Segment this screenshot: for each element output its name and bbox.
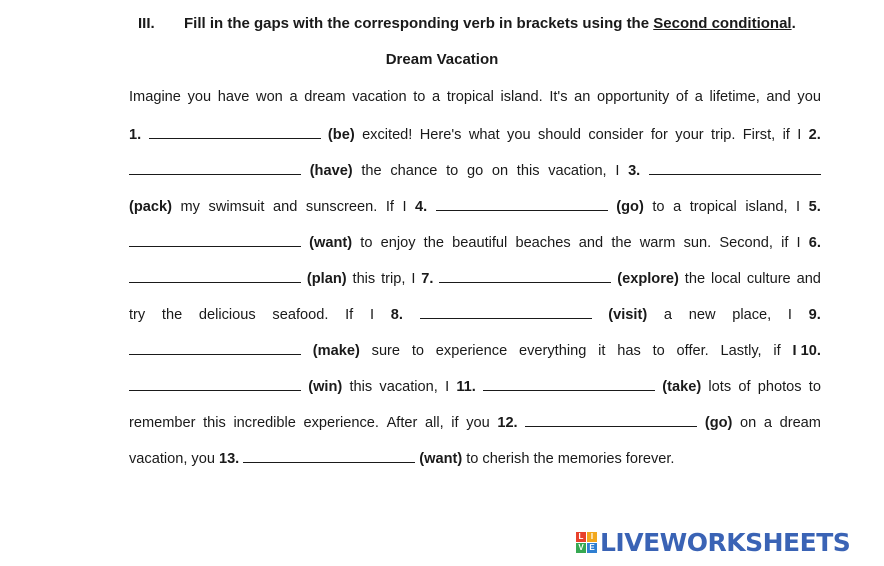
word: Second, bbox=[719, 235, 773, 251]
word: offer. bbox=[676, 343, 709, 359]
word: you bbox=[466, 415, 490, 431]
verb-hint: (win) bbox=[308, 379, 343, 395]
word: a bbox=[673, 199, 682, 215]
word: I bbox=[796, 199, 801, 215]
verb-hint: (go) bbox=[704, 415, 733, 431]
word: should bbox=[537, 127, 581, 143]
word: culture bbox=[746, 271, 791, 287]
word: Lastly, bbox=[720, 343, 762, 359]
verb-hint: (take) bbox=[662, 379, 702, 395]
word: trip. bbox=[711, 127, 736, 143]
answer-blank[interactable] bbox=[129, 376, 301, 391]
word: to bbox=[360, 235, 373, 251]
word: place, bbox=[732, 307, 772, 323]
logo-tile: V bbox=[576, 543, 586, 553]
logo-tile: L bbox=[576, 532, 586, 542]
word: a bbox=[432, 89, 441, 105]
word: tropical bbox=[689, 199, 737, 215]
word: and bbox=[578, 235, 604, 251]
text-line bbox=[129, 89, 821, 109]
answer-blank[interactable] bbox=[149, 124, 321, 139]
exercise-heading bbox=[138, 15, 838, 32]
word: experience. bbox=[303, 415, 379, 431]
word: new bbox=[688, 307, 716, 323]
word: to bbox=[446, 163, 459, 179]
word: I bbox=[411, 271, 416, 287]
word: your bbox=[675, 127, 704, 143]
word: to bbox=[652, 199, 665, 215]
verb-hint: (be) bbox=[327, 127, 355, 143]
word: lots bbox=[708, 379, 732, 395]
verb-hint: (go) bbox=[616, 199, 644, 215]
word: I bbox=[787, 307, 792, 323]
gap-number: 5. bbox=[808, 199, 821, 215]
word: island, bbox=[745, 199, 788, 215]
answer-blank[interactable] bbox=[483, 376, 655, 391]
word: if bbox=[781, 235, 789, 251]
gap-number: 1. bbox=[129, 127, 142, 143]
verb-hint: (have) bbox=[309, 163, 353, 179]
word: I bbox=[615, 163, 620, 179]
gap-number: 8. bbox=[390, 307, 403, 323]
answer-blank[interactable] bbox=[129, 160, 301, 175]
answer-blank[interactable] bbox=[243, 448, 415, 463]
word: to bbox=[413, 89, 426, 105]
word: delicious bbox=[198, 307, 256, 323]
word: for bbox=[650, 127, 668, 143]
word: to bbox=[808, 379, 821, 395]
answer-blank[interactable] bbox=[525, 412, 697, 427]
word: this bbox=[203, 415, 226, 431]
word: local bbox=[710, 271, 741, 287]
verb-hint: (want) bbox=[419, 451, 463, 467]
answer-blank[interactable] bbox=[436, 196, 608, 211]
verb-hint: (make) bbox=[312, 343, 360, 359]
word: the bbox=[161, 307, 183, 323]
word: everything bbox=[519, 343, 587, 359]
liveworksheets-logo bbox=[576, 527, 850, 557]
instruction-text: Fill in the gaps with the corresponding verb in brackets using the bbox=[184, 15, 650, 32]
text-line bbox=[129, 160, 821, 180]
word: beaches bbox=[515, 235, 571, 251]
gap-number: I 10. bbox=[792, 343, 821, 359]
word: I bbox=[369, 307, 374, 323]
gap-number: 3. bbox=[628, 163, 641, 179]
word: incredible bbox=[233, 415, 296, 431]
gap-number: 11. bbox=[456, 379, 476, 395]
answer-blank[interactable] bbox=[439, 268, 611, 283]
word: consider bbox=[588, 127, 644, 143]
word: beautiful bbox=[452, 235, 508, 251]
word: the bbox=[361, 163, 382, 179]
word: First, bbox=[742, 127, 776, 143]
word: you bbox=[507, 127, 531, 143]
instruction-emphasis: Second conditional bbox=[653, 15, 792, 32]
text-line bbox=[129, 340, 821, 360]
word: you bbox=[187, 89, 212, 105]
logo-tile: I bbox=[587, 532, 597, 542]
word: lifetime, bbox=[709, 89, 760, 105]
word: the bbox=[533, 451, 554, 467]
text-line bbox=[129, 232, 821, 252]
word: to bbox=[466, 451, 479, 467]
word: if bbox=[773, 343, 781, 359]
text-line bbox=[129, 448, 821, 468]
word: enjoy bbox=[380, 235, 416, 251]
gap-number: 9. bbox=[808, 307, 821, 323]
word: tropical bbox=[446, 89, 494, 105]
word: to bbox=[652, 343, 665, 359]
text-line bbox=[129, 412, 821, 432]
gap-number: 2. bbox=[808, 127, 821, 143]
word: the bbox=[611, 235, 632, 251]
word: this bbox=[349, 379, 373, 395]
exercise-number: III. bbox=[138, 15, 155, 32]
answer-blank[interactable] bbox=[129, 340, 301, 355]
word: Here's bbox=[419, 127, 462, 143]
gap-number: 13. bbox=[218, 451, 240, 467]
verb-hint: (plan) bbox=[306, 271, 347, 287]
word: I bbox=[796, 235, 801, 251]
gap-number: 7. bbox=[421, 271, 434, 287]
word: and bbox=[766, 89, 791, 105]
word: have bbox=[217, 89, 250, 105]
word: go bbox=[466, 163, 484, 179]
word: a bbox=[763, 415, 772, 431]
text-line bbox=[129, 124, 821, 144]
word: of bbox=[738, 379, 751, 395]
word: If bbox=[345, 307, 354, 323]
word: vacation, bbox=[129, 451, 188, 467]
word: I bbox=[445, 379, 450, 395]
word: dream bbox=[304, 89, 346, 105]
logo-wordmark: LIVEWORKSHEETS bbox=[600, 527, 851, 557]
word: sun. bbox=[683, 235, 712, 251]
word: all, bbox=[425, 415, 444, 431]
text-line bbox=[129, 196, 821, 216]
word: trip, bbox=[381, 271, 406, 287]
word: you bbox=[191, 451, 215, 467]
verb-hint: (want) bbox=[309, 235, 353, 251]
answer-blank[interactable] bbox=[420, 304, 592, 319]
word: vacation, bbox=[379, 379, 438, 395]
word: If bbox=[385, 199, 394, 215]
gap-number: 4. bbox=[415, 199, 428, 215]
word: memories bbox=[557, 451, 622, 467]
word: on bbox=[740, 415, 757, 431]
word: a bbox=[289, 89, 298, 105]
word: it bbox=[598, 343, 606, 359]
answer-blank[interactable] bbox=[129, 268, 301, 283]
logo-tiles-icon bbox=[576, 532, 597, 553]
verb-hint: (explore) bbox=[617, 271, 679, 287]
word: a bbox=[694, 89, 703, 105]
word: a bbox=[663, 307, 673, 323]
word: and bbox=[273, 199, 298, 215]
gap-number: 6. bbox=[808, 235, 821, 251]
word: you bbox=[797, 89, 821, 105]
word: remember bbox=[129, 415, 196, 431]
word: sunscreen. bbox=[305, 199, 378, 215]
answer-blank[interactable] bbox=[649, 160, 821, 175]
word: excited! bbox=[362, 127, 413, 143]
word: After bbox=[386, 415, 418, 431]
word: to bbox=[411, 343, 424, 359]
word: vacation bbox=[352, 89, 407, 105]
word: cherish bbox=[482, 451, 530, 467]
word: has bbox=[617, 343, 641, 359]
text-line bbox=[129, 268, 821, 288]
word: warm bbox=[639, 235, 676, 251]
verb-hint: (visit) bbox=[608, 307, 648, 323]
text-line bbox=[129, 304, 821, 324]
word: Imagine bbox=[129, 89, 181, 105]
verb-hint: (pack) bbox=[129, 199, 172, 215]
word: opportunity bbox=[597, 89, 670, 105]
word: my bbox=[180, 199, 200, 215]
word: this bbox=[516, 163, 540, 179]
word: I bbox=[797, 127, 802, 143]
word: I bbox=[402, 199, 407, 215]
page-title: Dream Vacation bbox=[385, 51, 499, 68]
logo-tile: E bbox=[587, 543, 597, 553]
word: seafood. bbox=[272, 307, 329, 323]
word: It's bbox=[549, 89, 568, 105]
word: chance bbox=[390, 163, 438, 179]
text-line bbox=[129, 376, 821, 396]
word: forever. bbox=[625, 451, 675, 467]
word: and bbox=[796, 271, 821, 287]
word: if bbox=[451, 415, 459, 431]
word: vacation, bbox=[548, 163, 607, 179]
word: of bbox=[675, 89, 689, 105]
word: the bbox=[684, 271, 706, 287]
word: island. bbox=[500, 89, 543, 105]
word: experience bbox=[435, 343, 508, 359]
word: this bbox=[352, 271, 376, 287]
word: dream bbox=[779, 415, 821, 431]
word: if bbox=[782, 127, 790, 143]
answer-blank[interactable] bbox=[129, 232, 301, 247]
word: an bbox=[574, 89, 591, 105]
word: swimsuit bbox=[208, 199, 265, 215]
word: photos bbox=[757, 379, 802, 395]
gap-number: 12. bbox=[497, 415, 518, 431]
word: try bbox=[129, 307, 146, 323]
instruction-end: . bbox=[791, 15, 796, 32]
word: the bbox=[423, 235, 444, 251]
word: won bbox=[256, 89, 283, 105]
word: on bbox=[491, 163, 509, 179]
word: sure bbox=[371, 343, 401, 359]
word: what bbox=[468, 127, 500, 143]
